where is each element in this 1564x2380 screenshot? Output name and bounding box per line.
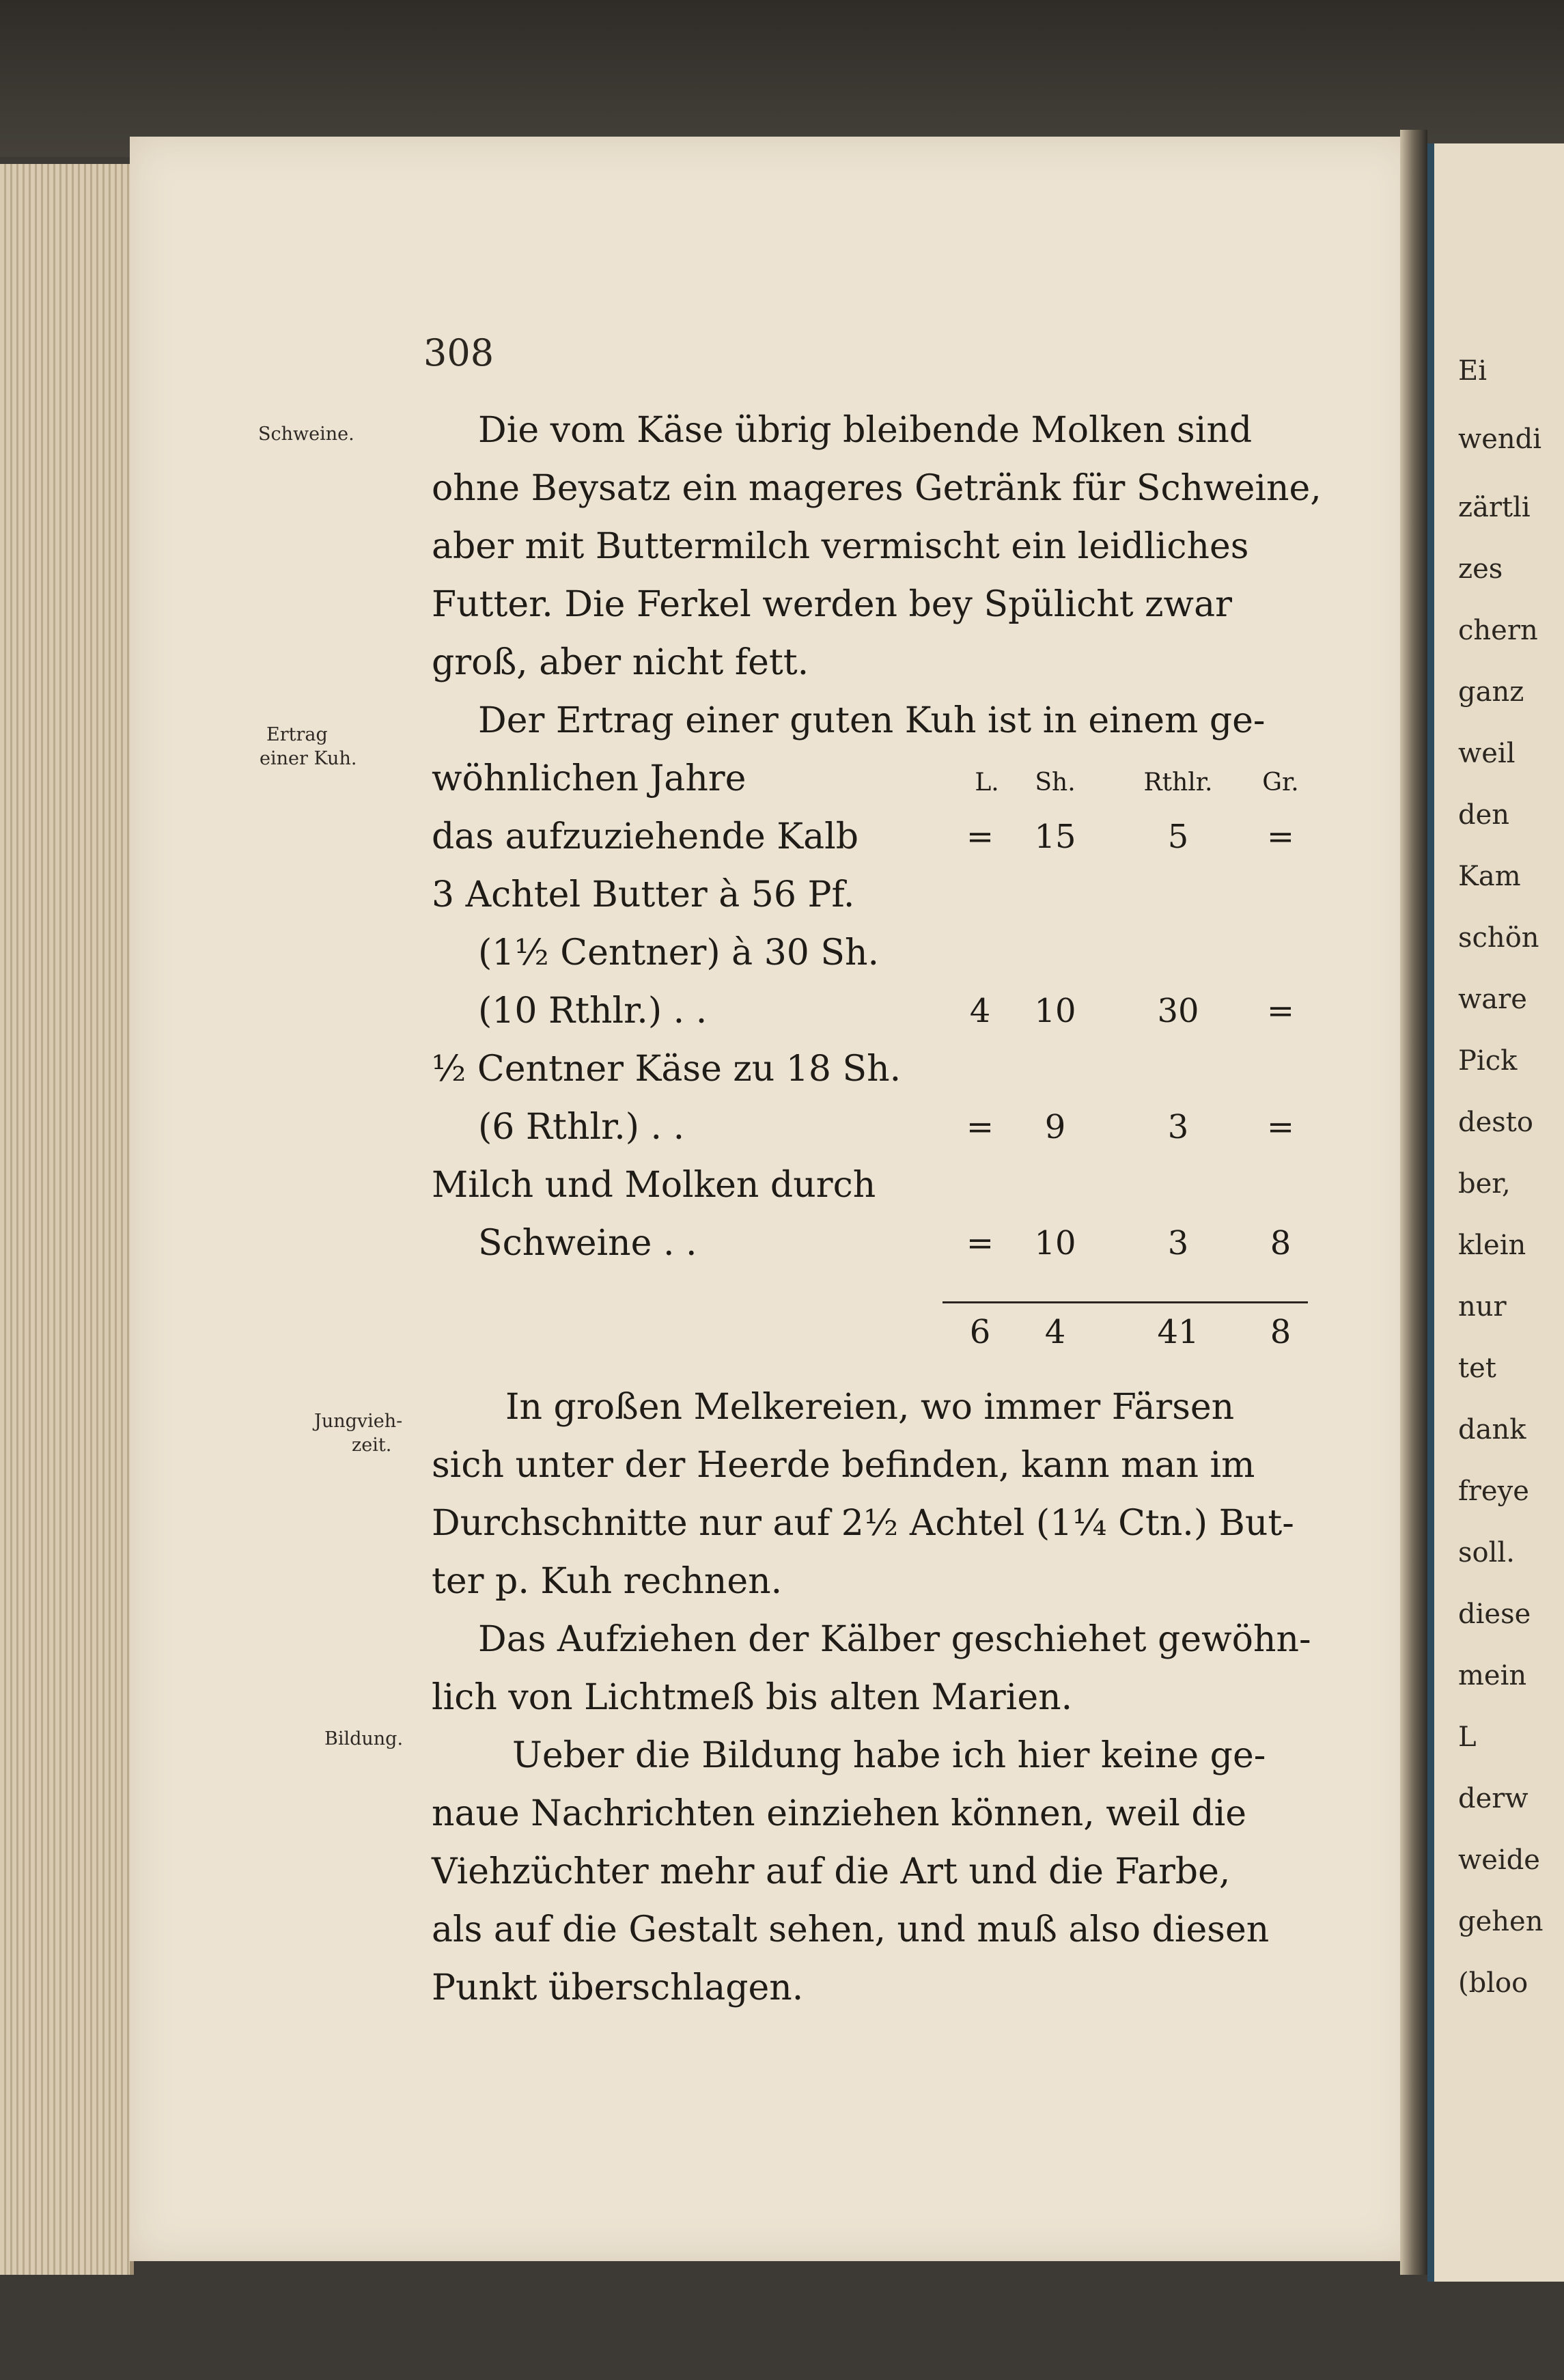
table-header: L. <box>975 769 999 797</box>
page-number: 308 <box>423 331 494 374</box>
facing-line: chern <box>1458 615 1538 646</box>
page-gutter <box>1400 130 1427 2275</box>
text-line: Durchschnitte nur auf 2½ Achtel (1¼ Ctn.) But- <box>432 1503 1294 1544</box>
facing-line: zärtli <box>1458 492 1531 523</box>
margin-note-jungvieh: Jungvieh- <box>314 1411 403 1432</box>
margin-note-ertrag: Ertrag <box>266 724 328 745</box>
text-line: Die vom Käse übrig bleibende Molken sind <box>478 410 1253 451</box>
table-row-label: ½ Centner Käse zu 18 Sh. <box>432 1049 902 1090</box>
table-row-label: (6 Rthlr.) . . <box>478 1107 685 1148</box>
text-line: als auf die Gestalt sehen, und muß also diesen <box>432 1909 1270 1950</box>
book-edge <box>0 164 134 2275</box>
table-cell: = <box>1266 818 1295 856</box>
table-row-label: (1½ Centner) à 30 Sh. <box>478 932 880 973</box>
text-line: Das Aufziehen der Kälber geschiehet gewöhn- <box>478 1619 1311 1660</box>
facing-page <box>1427 143 1564 2282</box>
facing-line: (bloo <box>1458 1967 1528 1999</box>
table-row-label: Milch und Molken durch <box>432 1165 876 1206</box>
facing-line: schön <box>1458 922 1539 954</box>
table-row-label: das aufzuziehende Kalb <box>432 816 859 857</box>
table-total: 6 <box>969 1313 991 1351</box>
table-cell: = <box>1266 1108 1295 1146</box>
facing-line: Kam <box>1458 861 1521 892</box>
facing-line: Pick <box>1458 1045 1518 1077</box>
text-line: Ueber die Bildung habe ich hier keine ge- <box>512 1735 1266 1776</box>
table-row-label: Schweine . . <box>478 1223 697 1264</box>
table-header: Sh. <box>1035 769 1076 797</box>
text-line: Der Ertrag einer guten Kuh ist in einem ge- <box>478 700 1266 741</box>
margin-note-jungvieh-2: zeit. <box>352 1435 392 1456</box>
table-row-label: (10 Rthlr.) . . <box>478 991 708 1032</box>
facing-line: ware <box>1458 984 1527 1015</box>
table-header: Rthlr. <box>1143 769 1213 797</box>
facing-line: Ei <box>1458 355 1487 387</box>
table-header: Gr. <box>1262 769 1299 797</box>
facing-line: nur <box>1458 1291 1507 1323</box>
facing-line: derw <box>1458 1783 1528 1814</box>
table-cell: = <box>966 1224 994 1262</box>
facing-line: ganz <box>1458 676 1524 708</box>
table-cell: = <box>966 818 994 856</box>
text-line: Futter. Die Ferkel werden bey Spülicht zwar <box>432 584 1232 625</box>
facing-line: weil <box>1458 738 1516 769</box>
text-line: wöhnlichen Jahre <box>432 758 746 799</box>
facing-line: klein <box>1458 1230 1526 1261</box>
facing-line: gehen <box>1458 1906 1544 1937</box>
table-cell: = <box>966 1108 994 1146</box>
facing-line: mein <box>1458 1660 1527 1691</box>
text-line: In großen Melkereien, wo immer Färsen <box>505 1387 1235 1428</box>
table-cell: 10 <box>1034 1224 1076 1262</box>
text-line: aber mit Buttermilch vermischt ein leidliches <box>432 526 1249 567</box>
facing-line: tet <box>1458 1353 1496 1384</box>
text-line: ter p. Kuh rechnen. <box>432 1561 783 1602</box>
facing-line: dank <box>1458 1414 1526 1445</box>
table-cell: = <box>1266 992 1295 1030</box>
table-cell: 15 <box>1034 818 1076 856</box>
table-cell: 8 <box>1270 1224 1291 1262</box>
facing-line: wendi <box>1458 424 1542 455</box>
sum-rule <box>942 1301 1308 1303</box>
facing-line: freye <box>1458 1476 1529 1507</box>
table-cell: 9 <box>1044 1108 1066 1146</box>
table-cell: 10 <box>1034 992 1076 1030</box>
margin-note-ertrag-2: einer Kuh. <box>260 748 357 769</box>
table-cell: 4 <box>969 992 991 1030</box>
facing-line: L <box>1458 1721 1477 1753</box>
text-line: sich unter der Heerde befinden, kann man im <box>432 1445 1255 1486</box>
text-line: naue Nachrichten einziehen können, weil die <box>432 1793 1247 1834</box>
table-cell: 3 <box>1167 1108 1189 1146</box>
text-line: Punkt überschlagen. <box>432 1967 804 2008</box>
table-row-label: 3 Achtel Butter à 56 Pf. <box>432 874 855 915</box>
table-cell: 5 <box>1167 818 1189 856</box>
facing-line: ber, <box>1458 1168 1511 1200</box>
facing-line: weide <box>1458 1844 1540 1876</box>
text-line: ohne Beysatz ein mageres Getränk für Schweine, <box>432 468 1322 509</box>
text-line: lich von Lichtmeß bis alten Marien. <box>432 1677 1073 1718</box>
facing-line: diese <box>1458 1599 1531 1630</box>
table-total: 41 <box>1157 1313 1199 1351</box>
text-line: Viehzüchter mehr auf die Art und die Farbe, <box>432 1851 1231 1892</box>
scan-background <box>0 0 1564 157</box>
margin-note-bildung: Bildung. <box>324 1728 404 1749</box>
margin-note-schweine: Schweine. <box>258 424 354 445</box>
facing-line: den <box>1458 799 1510 831</box>
table-cell: 30 <box>1157 992 1199 1030</box>
text-line: groß, aber nicht fett. <box>432 642 809 683</box>
facing-line: soll. <box>1458 1537 1515 1568</box>
facing-line: zes <box>1458 553 1503 585</box>
table-total: 4 <box>1044 1313 1066 1351</box>
table-cell: 3 <box>1167 1224 1189 1262</box>
table-total: 8 <box>1270 1313 1291 1351</box>
facing-line: desto <box>1458 1107 1533 1138</box>
